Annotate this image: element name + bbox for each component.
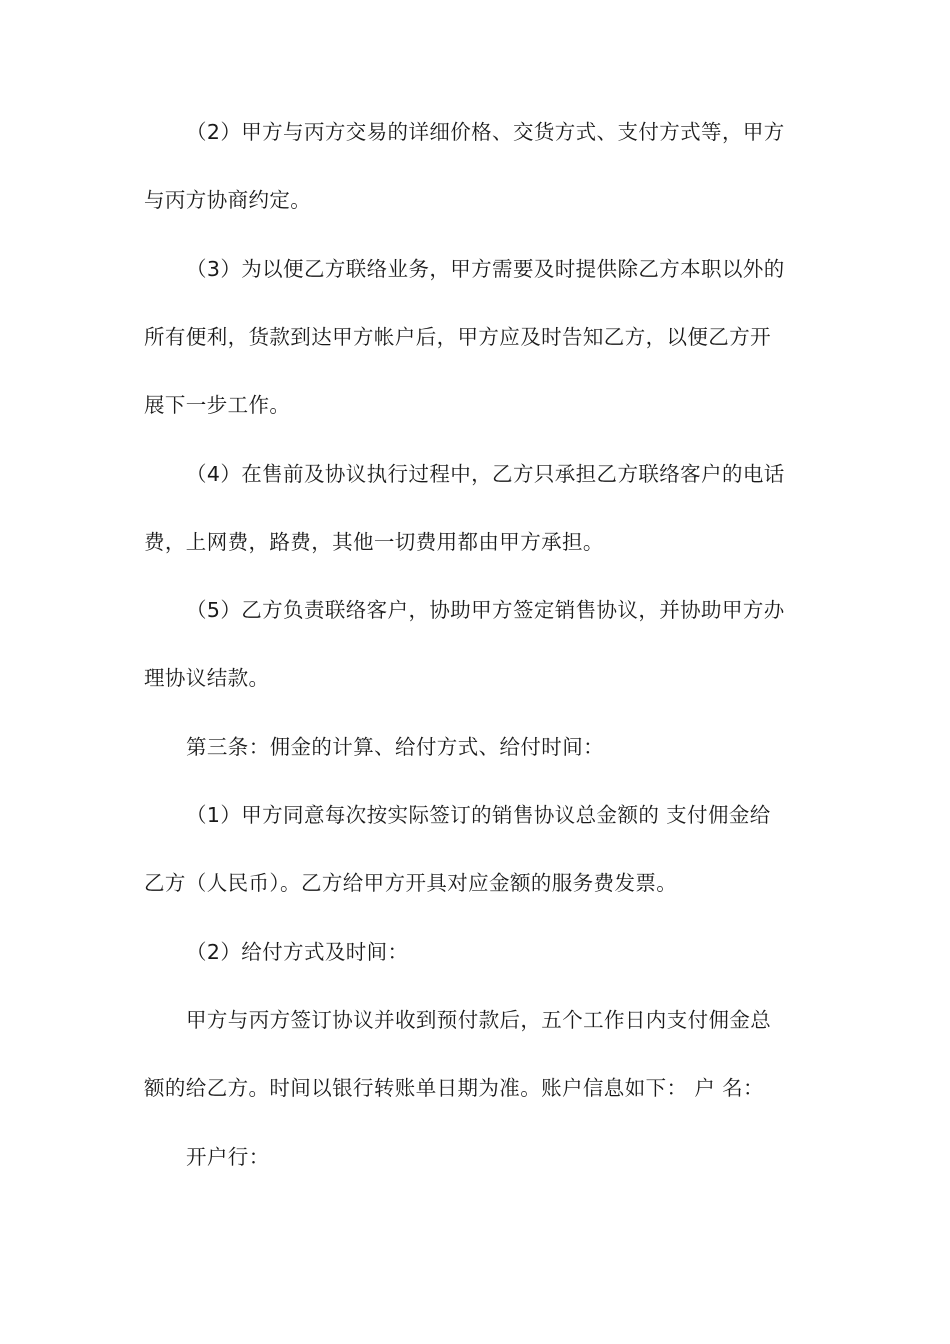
clause-2-3-line-2: 所有便利，货款到达甲方帐户后，甲方应及时告知乙方，以便乙方开 xyxy=(144,325,771,349)
clause-2-3-line-3: 展下一步工作。 xyxy=(144,393,291,417)
clause-3-1-line-2: 乙方（人民币）。乙方给甲方开具对应金额的服务费发票。 xyxy=(144,871,678,895)
clause-2-2-line-2: 与丙方协商约定。 xyxy=(144,188,312,212)
clause-2-4-line-2: 费，上网费，路费，其他一切费用都由甲方承担。 xyxy=(144,530,604,554)
clause-2-4-line-1: （4）在售前及协议执行过程中，乙方只承担乙方联络客户的电话 xyxy=(186,462,785,486)
clause-2-3-line-1: （3）为以便乙方联络业务，甲方需要及时提供除乙方本职以外的 xyxy=(186,257,785,281)
clause-3-1-line-1: （1）甲方同意每次按实际签订的销售协议总金额的 支付佣金给 xyxy=(186,803,771,827)
clause-2-2-line-1: （2）甲方与丙方交易的详细价格、交货方式、支付方式等，甲方 xyxy=(186,120,785,144)
clause-2-5-line-2: 理协议结款。 xyxy=(144,666,270,690)
payment-paragraph-line-1: 甲方与丙方签订协议并收到预付款后，五个工作日内支付佣金总 xyxy=(186,1008,772,1032)
bank-line: 开户行： xyxy=(186,1145,270,1169)
clause-2-5-line-1: （5）乙方负责联络客户，协助甲方签定销售协议，并协助甲方办 xyxy=(186,598,785,622)
payment-paragraph-line-2: 额的给乙方。时间以银行转账单日期为准。账户信息如下： 户 名： xyxy=(144,1076,764,1100)
article-3-heading: 第三条：佣金的计算、给付方式、给付时间： xyxy=(186,735,604,759)
clause-3-2-heading: （2）给付方式及时间： xyxy=(186,940,409,964)
